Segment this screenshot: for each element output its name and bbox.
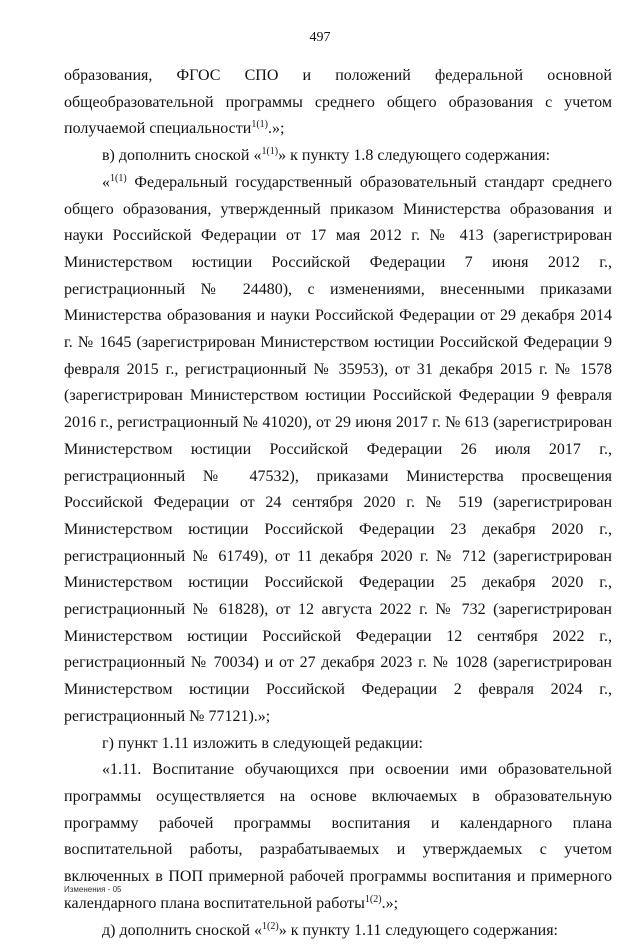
footnote-ref: 1(1) [110,173,127,184]
paragraph-5-tail: .»; [382,895,398,912]
paragraph-1-text: образования, ФГОС СПО и положений федеральной основной общеобразовательной программы среднего общего образования с учетом получаемой специальности [64,67,612,137]
paragraph-6-post: » к пункту 1.11 следующего содержания: [279,922,558,939]
paragraph-6 [64,918,612,944]
document-body [64,63,612,944]
footnote-ref: 1(1) [261,146,278,157]
footnote-ref: 1(2) [365,894,382,905]
paragraph-2-post: » к пункту 1.8 следующего содержания: [278,147,550,164]
paragraph-3 [64,170,612,731]
paragraph-5 [64,757,612,917]
paragraph-3-text: Федеральный государственный образовательный стандарт среднего общего образования, утвержденный приказом Министерства образования и науки Российской Федерации от 17 мая 2012 г. № 413 (зарегистрирован Министерством юстиции Российской Федерации 7 июня 2012 г., регистрационный № 24480), с изменениями, внесенными приказами Министерства образования и науки Российской Федерации от 29 декабря 2014 г. № 1645 (зарегистрирован Министерством юстиции Российской Федерации 9 февраля 2015 г., регистрационный № 35953), от 31 декабря 2015 г. № 1578 (зарегистрирован Министерством юстиции Российской Федерации 9 февраля 2016 г., регистрационный № 41020), от 29 июня 2017 г. № 613 (зарегистрирован Министерством юстиции Российской Федерации 26 июля 2017 г., регистрационный № 47532), приказами Министерства просвещения Российской Федерации от 24 сентября 2020 г. № 519 (зарегистрирован Министерством юстиции Российской Федерации 23 декабря 2020 г., регистрационный № 61749), от 11 декабря 2020 г. № 712 (зарегистрирован Министерством юстиции Российской Федерации 25 декабря 2020 г., регистрационный № 61828), от 12 августа 2022 г. № 732 (зарегистрирован Министерством юстиции Российской Федерации 12 сентября 2022 г., регистрационный № 70034) и от 27 декабря 2023 г. № 1028 (зарегистрирован Министерством юстиции Российской Федерации 2 февраля 2024 г., регистрационный № 77121).»; [64,174,612,725]
paragraph-4: г) пункт 1.11 изложить в следующей редакции: [64,731,612,758]
footnote-ref: 1(2) [262,921,279,932]
paragraph-3-pre: « [102,174,110,191]
page-number: 497 [0,30,640,46]
paragraph-1-tail: .»; [268,120,284,137]
footnote-ref: 1(1) [251,119,268,130]
paragraph-6-pre: д) дополнить сноской « [102,922,262,939]
paragraph-5-text: «1.11. Воспитание обучающихся при освоении ими образовательной программы осуществляется на основе включаемых в образовательную программу рабочей программы воспитания и календарного плана воспитательной работы, разрабатываемых и утверждаемых с учетом включенных в ПОП примерной рабочей программы воспитания и примерного календарного плана воспитательной работы [64,761,612,912]
footer-note: Изменения - 05 [64,885,121,894]
paragraph-2-pre: в) дополнить сноской « [102,147,261,164]
paragraph-1 [64,63,612,143]
paragraph-2 [64,143,612,170]
